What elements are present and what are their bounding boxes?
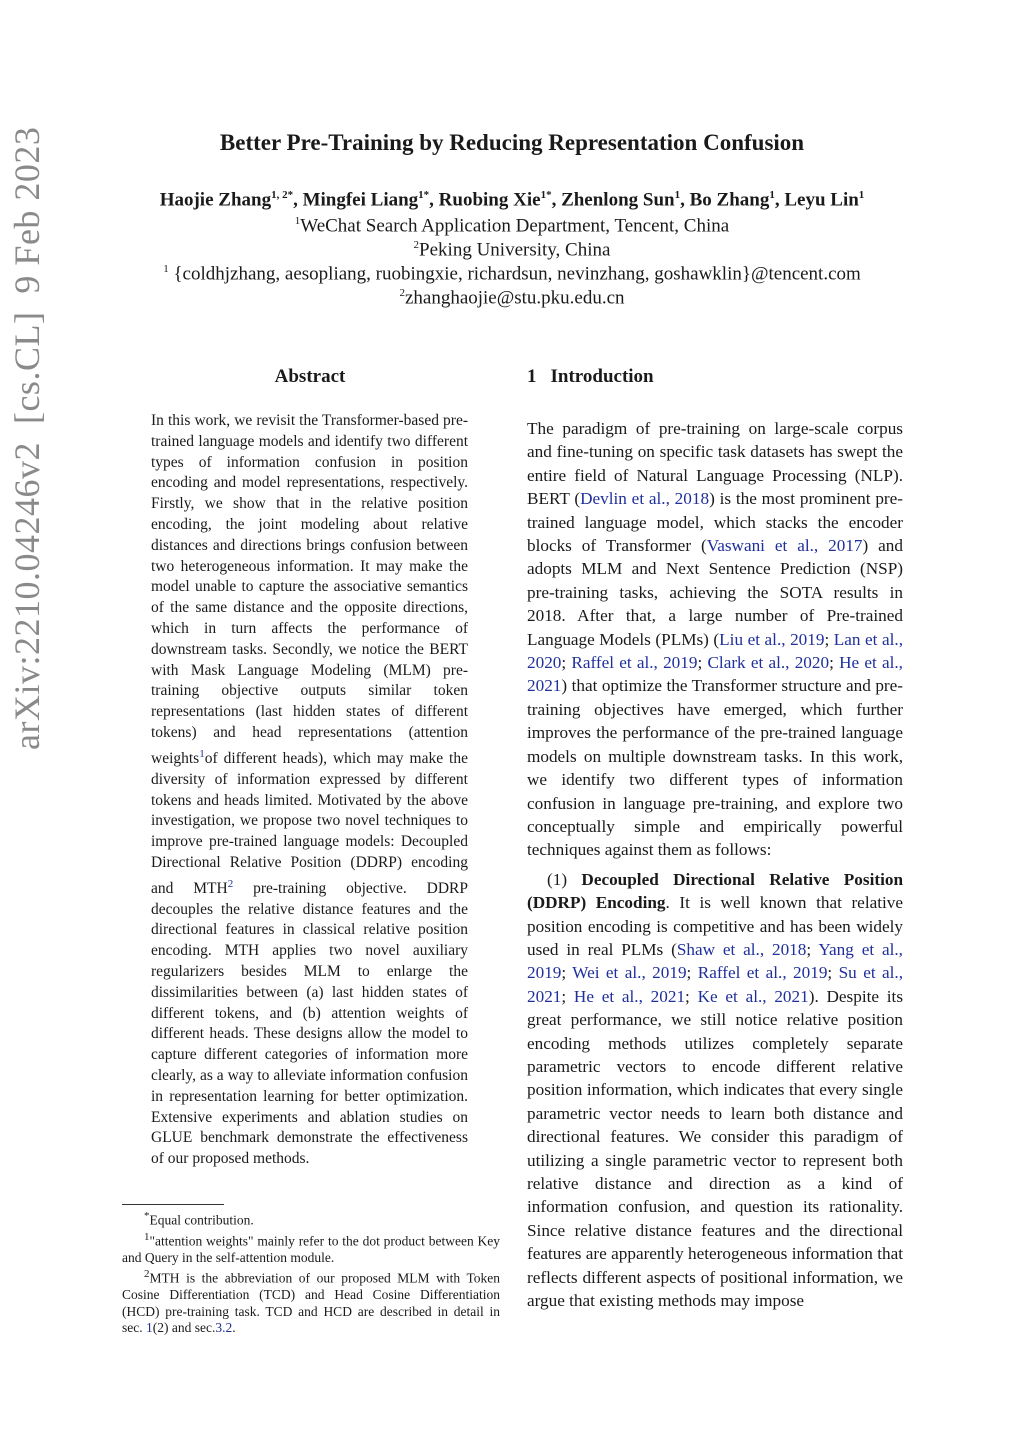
intro-paragraph-1: The paradigm of pre-training on large-scale corpus and fine-tuning on specific task datasets has swept the entire field of Natural Language Processing (NLP). BERT (Devlin et al., 2018) is the most prominent pre-trained language model, which stacks the encoder blocks of Transformer (Vaswani et al., 2017) and adopts MLM and Next Sentence Prediction (NSP) pre-training tasks, achieving the SOTA results in 2018. After that, a large number of Pre-trained Language Models (PLMs) (Liu et al., 2019; Lan et al., 2020; Raffel et al., 2019; Clark et al., 2020; He et al., 2021) that optimize the Transformer structure and pre-training objectives have emerged, which further improves the performance of the pre-trained language models on multiple downstream tasks. In this work, we identify two different types of information confusion in language pre-training, and explore two conceptually simple and empirically powerful techniques against them as follows:	[527, 419, 903, 860]
citation-link[interactable]: He et al., 2021	[573, 986, 686, 1006]
author-sup: 1*	[418, 189, 430, 201]
paper-title: Better Pre-Training by Reducing Representation Confusion	[219, 130, 805, 155]
affiliation-text[interactable]: {coldhjzhang, aesopliang, ruobingxie, richardsun, nevinzhang, goshawklin}@tencent.com	[168, 263, 861, 285]
affiliation-sup: 2	[413, 239, 420, 251]
author-name: Zhenlong Sun	[561, 189, 675, 211]
citation-link[interactable]: Wei et al., 2019	[572, 963, 687, 983]
author-name: Ruobing Xie	[438, 189, 541, 211]
abstract-heading: Abstract	[274, 366, 346, 387]
intro-body	[527, 417, 903, 1312]
footnote-2: $^2$MTH is the abbreviation of our proposed MLM with Token Cosine Differentiation (TCD) and Head Cosine Differentiation (HCD) pre-training task. TCD and HCD are described in detail in sec. 1(2) and sec.3.2.	[122, 1268, 500, 1335]
footnote-ref[interactable]: 2	[227, 877, 234, 890]
section-ref[interactable]: 1	[146, 1319, 153, 1335]
intro-heading	[527, 366, 668, 388]
citation-link[interactable]: Ke et al., 2021	[697, 986, 809, 1006]
section-ref[interactable]: 3.2	[215, 1319, 233, 1335]
affiliation-tencent-emails	[0, 263, 1024, 285]
affiliation-text: WeChat Search Application Department, Tencent, China	[300, 215, 730, 237]
abstract-body	[151, 411, 468, 1170]
citation-link[interactable]: Raffel et al., 2019	[697, 963, 828, 983]
citation-link[interactable]: Clark et al., 2020	[707, 653, 830, 673]
author-sup: 1	[674, 189, 681, 201]
abstract-text: of different heads), which may make the diversity of information expressed by different tokens and heads limited. Motivated by the above investigation, we propose two novel techniques to improve pre-trained language models: Decoupled Directional Relative Position (DDRP) encoding and MTH	[151, 749, 468, 897]
author-sup: 1	[858, 189, 865, 201]
author-sup: 1	[769, 189, 775, 201]
citation-link[interactable]: Raffel et al., 2019	[571, 653, 698, 673]
affiliation-text[interactable]: zhanghaojie@stu.pku.edu.cn	[404, 287, 625, 309]
affiliation-pku-email	[0, 287, 1024, 309]
footnote-rule	[122, 1204, 224, 1205]
intro-paragraph-2: (1) Decoupled Directional Relative Position (DDRP) Encoding. It is well known that relative position encoding is competitive and has been widely used in real PLMs (Shaw et al., 2018; Yang et al., 2019; Wei et al., 2019; Raffel et al., 2019; Su et al., 2021; He et al., 2021; Ke et al., 2021). Despite its great performance, we still notice relative position encoding methods utilizes completely separate parametric vectors to encode different relative position information, which indicates that every single parametric vector needs to learn both distance and directional features. We consider this paradigm of utilizing a single parametric vector to represent both relative distance and direction as a kind of information confusion, and question its rationality. Since relative distance features and the directional features are apparently heterogeneous information that reflects different aspects of positional information, we argue that existing methods may impose	[527, 869, 904, 1311]
author-sup: 1, 2*	[271, 189, 294, 201]
contribution-title: Decoupled Directional Relative Position (DDRP) Encoding	[527, 869, 904, 913]
abstract-text: pre-training objective. DDRP decouples the relative distance features and the directional features in classical relative position encoding. MTH applies two novel auxiliary regularizers besides MLM to enlarge the dissimilarities between (a) last hidden states of different tokens, and (b) attention weights of different heads. These designs allow the model to capture different categories of information more clearly, as a way to alleviate information confusion in representation learning for better optimization. Extensive experiments and ablation studies on GLUE benchmark demonstrate the effectiveness of our proposed methods.	[151, 879, 468, 1168]
author-name: Leyu Lin	[784, 189, 859, 211]
citation-link[interactable]: Shaw et al., 2018	[676, 939, 807, 959]
author-sup: 1*	[540, 189, 552, 201]
author-name: Mingfei Liang	[302, 189, 419, 211]
citation-link[interactable]: Liu et al., 2019	[719, 629, 825, 649]
arxiv-date: 9 Feb 2023	[7, 126, 47, 294]
author-list: Haojie Zhang$^{1, 2*}$, Mingfei Liang$^{1*}$, Ruobing Xie$^{1*}$, Zhenlong Sun$^1$, Bo Zhang$^1$, Leyu Lin$^1$	[159, 189, 865, 211]
author-name: Bo Zhang	[689, 189, 770, 211]
affiliation-sup: 1	[294, 215, 301, 227]
footnote-ref[interactable]: 1	[199, 747, 205, 760]
citation-link[interactable]: Devlin et al., 2018	[580, 489, 710, 509]
section-number: 1	[527, 366, 537, 387]
citation-link[interactable]: Yang et al., 2019	[527, 939, 903, 983]
footnote-equal: *Equal contribution.	[144, 1210, 254, 1228]
citation-link[interactable]: He et al., 2021	[527, 653, 903, 696]
affiliation-text: Peking University, China	[419, 239, 611, 261]
citation-link[interactable]: Vaswani et al., 2017	[706, 536, 863, 556]
footnotes	[122, 1208, 500, 1336]
author-name: Haojie Zhang	[159, 189, 272, 211]
citation-link[interactable]: Su et al., 2021	[527, 963, 904, 1006]
citation-link[interactable]: Lan et al., 2020	[527, 629, 903, 673]
affiliation-tencent	[0, 215, 1024, 237]
affiliation-sup: 1	[163, 263, 169, 275]
affiliation-sup: 2	[399, 287, 405, 299]
section-title: Introduction	[550, 366, 654, 387]
arxiv-category: [cs.CL]	[7, 311, 47, 425]
abstract-text: In this work, we revisit the Transformer-based pre-trained language models and identify two different types of information confusion in position encoding and model representations, respectively. Firstly, we show that in the relative position encoding, the joint modeling about relative distances and directions brings confusion between two heterogeneous information. It may make the model unable to capture the associative semantics of the same distance and the opposite directions, which in turn affects the performance of downstream tasks. Secondly, we notice the BERT with Mask Language Modeling (MLM) pre-training objective outputs similar token representations (last hidden states of different tokens) and head representations (attention weights	[151, 412, 468, 767]
footnote-1: $^1$"attention weights" mainly refer to the dot product between Key and Query in the self-attention module.	[122, 1230, 500, 1265]
affiliation-pku	[0, 239, 1024, 261]
arxiv-id[interactable]: arXiv:2210.04246v2	[7, 442, 47, 750]
